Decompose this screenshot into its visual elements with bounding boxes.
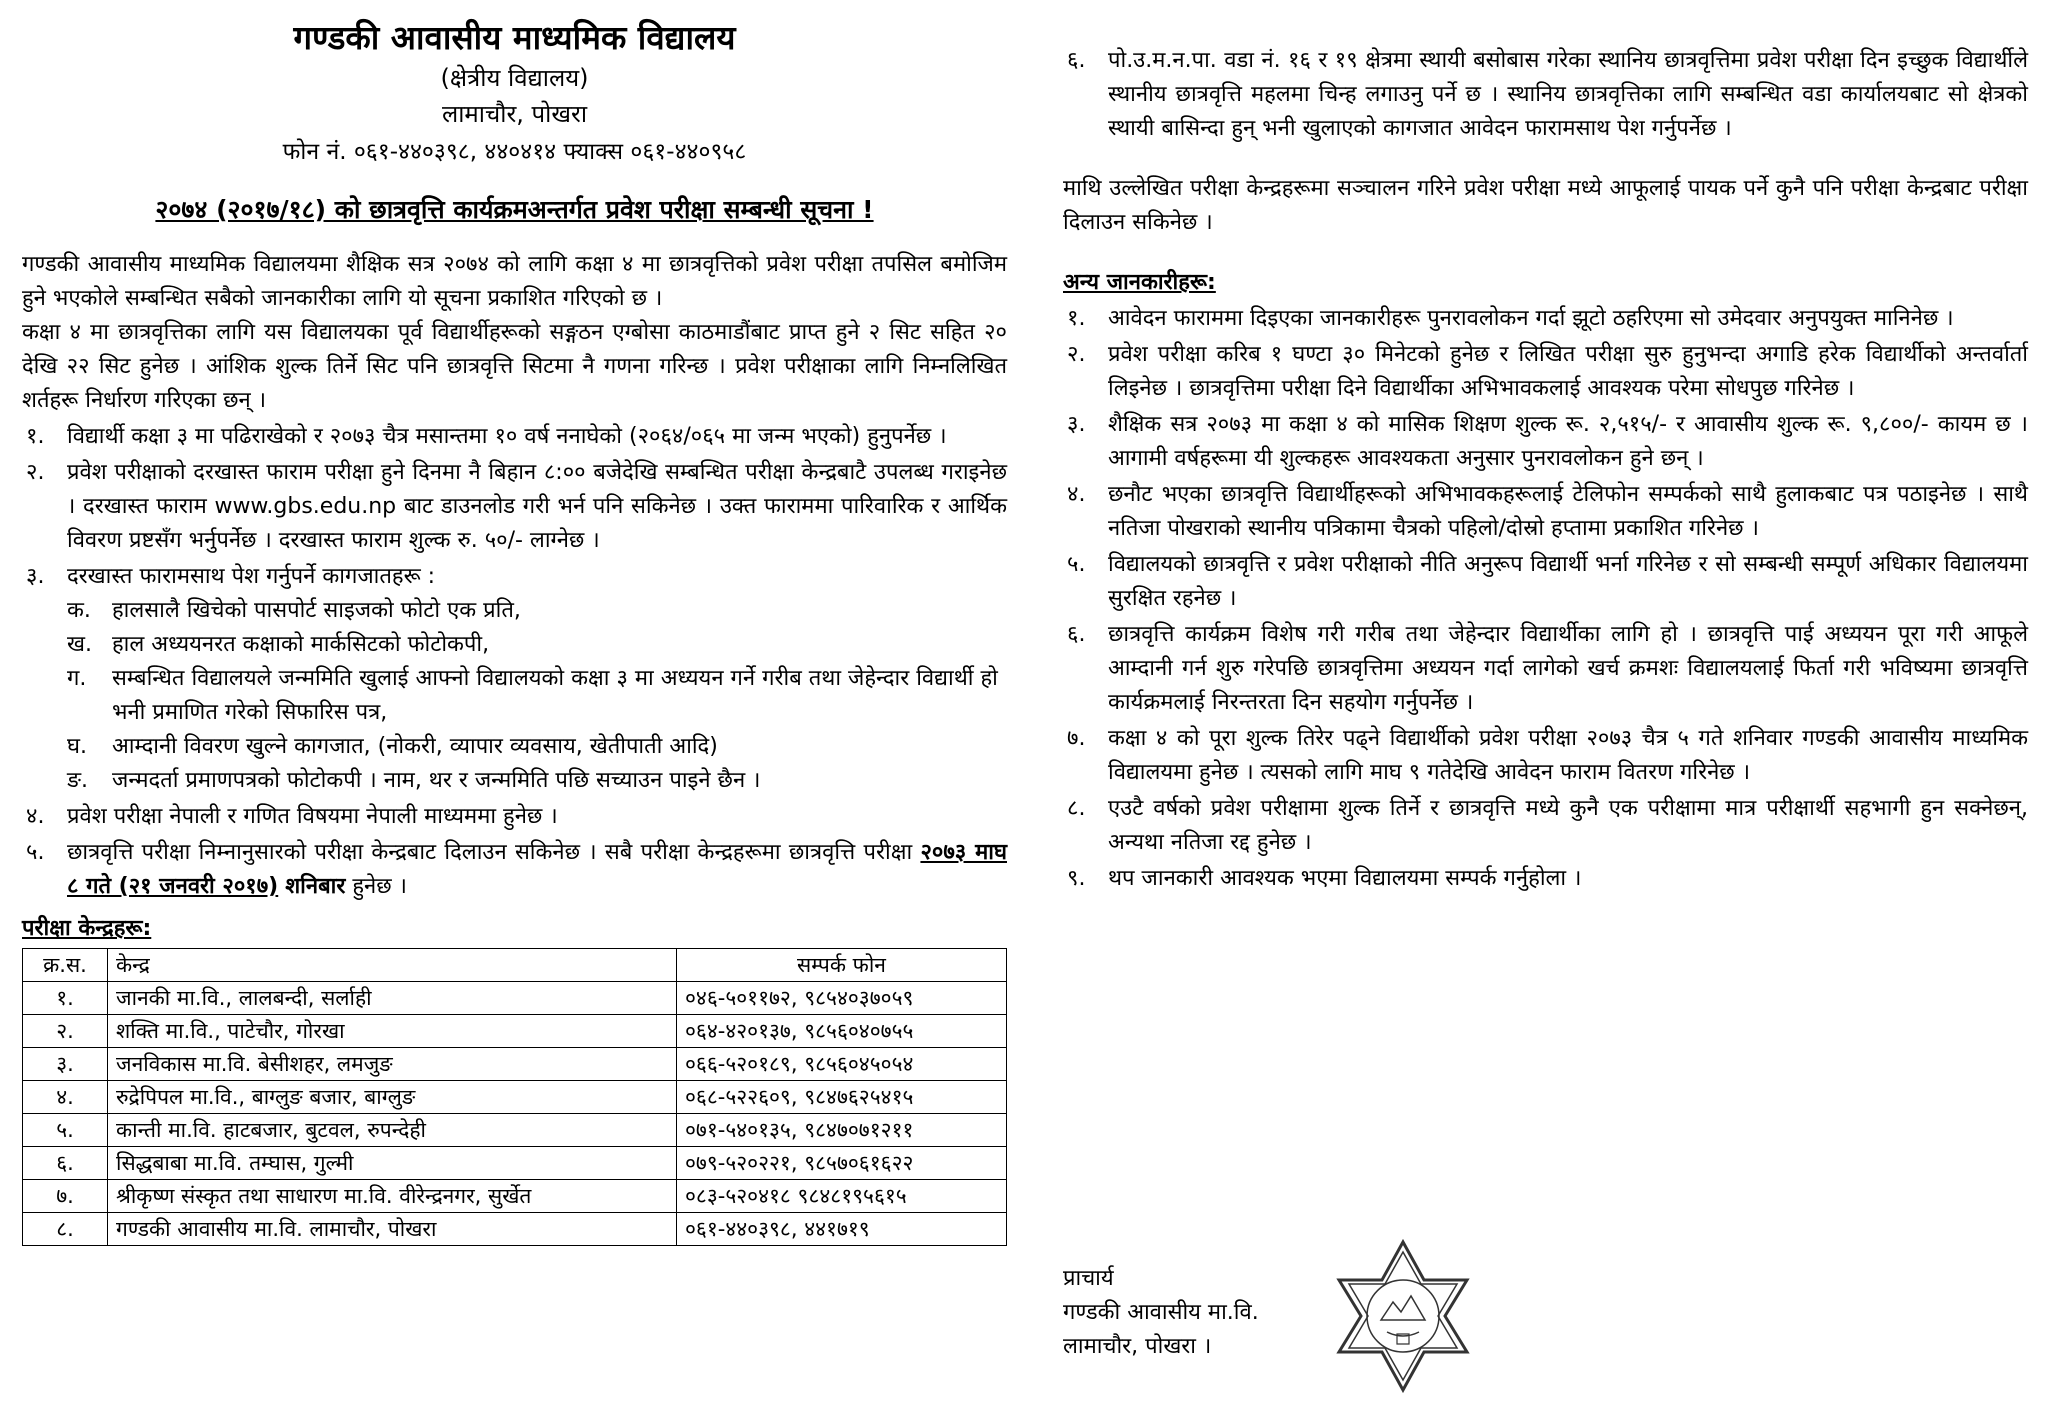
cell-center: कान्ती मा.वि. हाटबजार, बुटवल, रुपन्देही <box>108 1114 677 1147</box>
school-address: लामाचौर, पोखरा <box>441 100 588 128</box>
info-text: प्रवेश परीक्षा करिब १ घण्टा ३० मिनेटको हुनेछ र लिखित परीक्षा सुरु हुनुभन्दा अगाडि हरेक विद्यार्थीको अन्तर्वार्ता लिइनेछ । छात्रवृत्तिमा परीक्षा दिने विद्यार्थीका अभिभावकलाई आवश्यक परेमा सोधपुछ गरिनेछ । <box>1108 342 2028 401</box>
info-text: छात्रवृत्ति कार्यक्रम विशेष गरी गरीब तथा जेहेन्दार विद्यार्थीका लागि हो । छात्रवृत्ति पाई अध्ययन पूरा गरी आफूले आम्दानी गर्न शुरु गरेपछि छात्रवृत्तिमा अध्ययन गर्दा लागेको खर्च क्रमशः विद्यालयलाई फिर्ता गरी भविष्यमा छात्रवृत्ति कार्यक्रमलाई निरन्तरता दिन सहयोग गर्नुपर्नेछ । <box>1108 622 2028 715</box>
document-text: आम्दानी विवरण खुल्ने कागजात, (नोकरी, व्यापार व्यवसाय, खेतीपाती आदि) <box>112 734 718 759</box>
signature-area <box>1063 0 2028 1406</box>
condition5-text-b: हुनेछ । <box>345 874 407 899</box>
cell-center: रुद्रेपिपल मा.वि., बाग्लुङ बजार, बाग्लुङ <box>108 1081 677 1114</box>
table-row <box>23 1048 1007 1081</box>
table-row <box>23 982 1007 1015</box>
star-seal-icon <box>1323 1236 1483 1396</box>
condition-number: ६. <box>1067 48 1086 73</box>
info-number: ९. <box>1067 866 1086 891</box>
left-column <box>22 0 1007 1246</box>
cell-phone: ०७१-५४०१३५, ९८४७०७१२११ <box>677 1114 1007 1147</box>
info-text: विद्यालयको छात्रवृत्ति र प्रवेश परीक्षाको नीति अनुरूप विद्यार्थी भर्ना गरिनेछ र सो सम्बन्धी सम्पूर्ण अधिकार विद्यालयमा सुरक्षित रहनेछ । <box>1108 552 2028 611</box>
document-item <box>22 662 1007 730</box>
table-row <box>23 1147 1007 1180</box>
other-info-heading: अन्य जानकारीहरू: <box>1063 270 1216 295</box>
document-text: हालसालै खिचेको पासपोर्ट साइजको फोटो एक प्रति, <box>112 598 521 623</box>
school-name: गण्डकी आवासीय माध्यमिक विद्यालय <box>293 18 736 57</box>
cell-center: गण्डकी आवासीय मा.वि. लामाचौर, पोखरा <box>108 1213 677 1246</box>
exam-day: शनिबार <box>285 874 346 899</box>
info-number: ४. <box>1067 482 1086 507</box>
signatory-school: गण्डकी आवासीय मा.वि. <box>1063 1300 1259 1325</box>
school-type: (क्षेत्रीय विद्यालय) <box>440 64 589 92</box>
info-text: एउटै वर्षको प्रवेश परीक्षामा शुल्क तिर्ने र छात्रवृत्ति मध्ये कुनै एक परीक्षामा मात्र परीक्षार्थी सहभागी हुन सक्नेछन्, अन्यथा नतिजा रद्द हुनेछ । <box>1108 796 2028 855</box>
condition5-text-a: छात्रवृत्ति परीक्षा निम्नानुसारको परीक्षा केन्द्रबाट दिलाउन सकिनेछ । सबै परीक्षा केन्द्रहरूमा छात्रवृत्ति परीक्षा <box>67 840 921 865</box>
school-phone: फोन नं. ०६१-४४०३९८, ४४०४१४ फ्याक्स ०६१-४४०९५८ <box>282 139 747 165</box>
document-item <box>22 730 1007 764</box>
table-row <box>23 1213 1007 1246</box>
condition-item <box>22 836 1007 904</box>
col-header-phone: सम्पर्क फोन <box>677 949 1007 982</box>
cell-phone: ०६१-४४०३९८, ४४१७१९ <box>677 1213 1007 1246</box>
cell-sn: ७. <box>23 1180 108 1213</box>
signature-block <box>1063 1262 1259 1364</box>
cell-center: श्रीकृष्ण संस्कृत तथा साधारण मा.वि. वीरेन्द्रनगर, सुर्खेत <box>108 1180 677 1213</box>
condition-number: ५. <box>26 840 45 865</box>
condition-number: ३. <box>26 564 45 589</box>
condition-item <box>22 456 1007 558</box>
condition-item <box>22 800 1007 834</box>
info-text: कक्षा ४ को पूरा शुल्क तिरेर पढ्ने विद्यार्थीको प्रवेश परीक्षा २०७३ चैत्र ५ गते शनिवार गण्डकी आवासीय माध्यमिक विद्यालयमा हुनेछ । त्यसको लागि माघ ९ गतेदेखि आवेदन फाराम वितरण गरिनेछ । <box>1108 726 2028 785</box>
cell-phone: ०७९-५२०२२१, ९८५७०६१६२२ <box>677 1147 1007 1180</box>
cell-center: सिद्धबाबा मा.वि. तम्घास, गुल्मी <box>108 1147 677 1180</box>
table-row <box>23 1081 1007 1114</box>
table-row <box>23 1015 1007 1048</box>
document-letter: ख. <box>67 632 92 657</box>
document-text: सम्बन्धित विद्यालयले जन्ममिति खुलाई आफ्नो विद्यालयको कक्षा ३ मा अध्ययन गर्ने गरीब तथा जेहेन्दार विद्यार्थी हो भनी प्रमाणित गरेको सिफारिस पत्र, <box>112 666 998 725</box>
notice-title: २०७४ (२०१७/१८) को छात्रवृत्ति कार्यक्रमअन्तर्गत प्रवेश परीक्षा सम्बन्धी सूचना ! <box>155 195 874 224</box>
table-row <box>23 1114 1007 1147</box>
condition-text: विद्यार्थी कक्षा ३ मा पढिराखेको र २०७३ चैत्र मसान्तमा १० वर्ष ननाघेको (२०६४/०६५ मा जन्म भएको) हुनुपर्नेछ । <box>67 424 947 449</box>
condition-number: १. <box>26 424 45 449</box>
intro-paragraph: गण्डकी आवासीय माध्यमिक विद्यालयमा शैक्षिक सत्र २०७४ को लागि कक्षा ४ मा छात्रवृत्तिको प्रवेश परीक्षा तपसिल बमोजिम हुने भएकोले सम्बन्धित सबैको जानकारीका लागि यो सूचना प्रकाशित गरिएको छ । <box>22 252 1007 311</box>
cell-phone: ०६६-५२०१८९, ९८५६०४५०५४ <box>677 1048 1007 1081</box>
info-text: थप जानकारी आवश्यक भएमा विद्यालयमा सम्पर्क गर्नुहोला । <box>1108 866 1582 891</box>
seats-paragraph: कक्षा ४ मा छात्रवृत्तिका लागि यस विद्यालयका पूर्व विद्यार्थीहरूको सङ्गठन एग्बोसा काठमाडौंबाट प्राप्त हुने २ सिट सहित २० देखि २२ सिट हुनेछ । आंशिक शुल्क तिर्ने सिट पनि छात्रवृत्ति सिटमा नै गणना गरिन्छ । प्रवेश परीक्षाका लागि निम्नलिखित शर्तहरू निर्धारण गरिएका छन् । <box>22 320 1007 413</box>
document-item <box>22 594 1007 628</box>
info-number: ८. <box>1067 796 1086 821</box>
condition-number: २. <box>26 460 45 485</box>
cell-center: जनविकास मा.वि. बेसीशहर, लमजुङ <box>108 1048 677 1081</box>
table-row <box>23 1180 1007 1213</box>
info-number: ५. <box>1067 552 1086 577</box>
condition-item <box>22 560 1007 594</box>
document-letter: क. <box>67 598 91 623</box>
condition-text: पो.उ.म.न.पा. वडा नं. १६ र १९ क्षेत्रमा स्थायी बसोबास गरेका स्थानिय छात्रवृत्तिमा प्रवेश परीक्षा दिन इच्छुक विद्यार्थीले स्थानीय छात्रवृत्ति महलमा चिन्ह लगाउनु पर्ने छ । स्थानिय छात्रवृत्तिका लागि सम्बन्धित वडा कार्यालयबाट सो क्षेत्रको स्थायी बासिन्दा हुन् भनी खुलाएको कागजात आवेदन फारामसाथ पेश गर्नुपर्नेछ । <box>1108 48 2028 141</box>
condition-text: प्रवेश परीक्षा नेपाली र गणित विषयमा नेपाली माध्यममा हुनेछ । <box>67 804 558 829</box>
signatory-title: प्राचार्य <box>1063 1266 1114 1291</box>
document-item <box>22 628 1007 662</box>
cell-sn: ४. <box>23 1081 108 1114</box>
exam-date: २०७३ माघ ८ गते (२१ जनवरी २०१७) <box>67 840 1007 899</box>
condition-item <box>22 420 1007 454</box>
info-number: ३. <box>1067 412 1086 437</box>
condition-text: प्रवेश परीक्षाको दरखास्त फाराम परीक्षा हुने दिनमा नै बिहान ८:०० बजेदेखि सम्बन्धित परीक्षा केन्द्रबाटै उपलब्ध गराइनेछ । दरखास्त फाराम www.gbs.edu.np बाट डाउनलोड गरी भर्न पनि सकिनेछ । उक्त फाराममा पारिवारिक र आर्थिक विवरण प्रष्टसँग भर्नुपर्नेछ । दरखास्त फाराम शुल्क रु. ५०/- लाग्नेछ । <box>67 460 1007 553</box>
condition-number: ४. <box>26 804 45 829</box>
info-number: १. <box>1067 306 1086 331</box>
center-choice-note: माथि उल्लेखित परीक्षा केन्द्रहरूमा सञ्चालन गरिने प्रवेश परीक्षा मध्ये आफूलाई पायक पर्ने कुनै पनि परीक्षा केन्द्रबाट परीक्षा दिलाउन सकिनेछ । <box>1063 176 2028 235</box>
info-number: २. <box>1067 342 1086 367</box>
info-text: आवेदन फाराममा दिइएका जानकारीहरू पुनरावलोकन गर्दा झूटो ठहरिएमा सो उमेदवार अनुपयुक्त मानिनेछ । <box>1108 306 1954 331</box>
cell-sn: ५. <box>23 1114 108 1147</box>
document-letter: ङ. <box>67 768 89 793</box>
centers-table <box>22 948 1007 1246</box>
centers-heading: परीक्षा केन्द्रहरू: <box>22 916 152 941</box>
cell-sn: ३. <box>23 1048 108 1081</box>
condition-text: दरखास्त फारामसाथ पेश गर्नुपर्ने कागजातहरू : <box>67 564 436 589</box>
cell-center: जानकी मा.वि., लालबन्दी, सर्लाही <box>108 982 677 1015</box>
col-header-sn: क्र.स. <box>23 949 108 982</box>
condition-text <box>67 836 1007 904</box>
document-letter: घ. <box>67 734 87 759</box>
cell-sn: १. <box>23 982 108 1015</box>
signatory-place: लामाचौर, पोखरा । <box>1063 1334 1212 1359</box>
document-item <box>22 764 1007 798</box>
cell-phone: ०४६-५०११७२, ९८५४०३७०५९ <box>677 982 1007 1015</box>
cell-phone: ०६४-४२०१३७, ९८५६०४०७५५ <box>677 1015 1007 1048</box>
cell-sn: २. <box>23 1015 108 1048</box>
document-letter: ग. <box>67 666 87 691</box>
cell-phone: ०६८-५२२६०९, ९८४७६२५४१५ <box>677 1081 1007 1114</box>
info-number: ६. <box>1067 622 1086 647</box>
notice-header <box>22 0 1007 230</box>
cell-center: शक्ति मा.वि., पाटेचौर, गोरखा <box>108 1015 677 1048</box>
cell-sn: ६. <box>23 1147 108 1180</box>
info-number: ७. <box>1067 726 1086 751</box>
cell-sn: ८. <box>23 1213 108 1246</box>
cell-phone: ०८३-५२०४१८ ९८४८१९५६१५ <box>677 1180 1007 1213</box>
document-text: हाल अध्ययनरत कक्षाको मार्कसिटको फोटोकपी, <box>112 632 490 657</box>
table-header-row <box>23 949 1007 982</box>
document-text: जन्मदर्ता प्रमाणपत्रको फोटोकपी । नाम, थर र जन्ममिति पछि सच्याउन पाइने छैन । <box>112 768 761 793</box>
info-text: शैक्षिक सत्र २०७३ मा कक्षा ४ को मासिक शिक्षण शुल्क रू. २,५१५/- र आवासीय शुल्क रू. ९,८००/- कायम छ । आगामी वर्षहरूमा यी शुल्कहरू आवश्यकता अनुसार पुनरावलोकन हुने छन् । <box>1108 412 2028 471</box>
info-text: छनौट भएका छात्रवृत्ति विद्यार्थीहरूको अभिभावकहरूलाई टेलिफोन सम्पर्कको साथै हुलाकबाट पत्र पठाइनेछ । साथै नतिजा पोखराको स्थानीय पत्रिकामा चैत्रको पहिलो/दोस्रो हप्तामा प्रकाशित गरिनेछ । <box>1108 482 2028 541</box>
col-header-center: केन्द्र <box>108 949 677 982</box>
